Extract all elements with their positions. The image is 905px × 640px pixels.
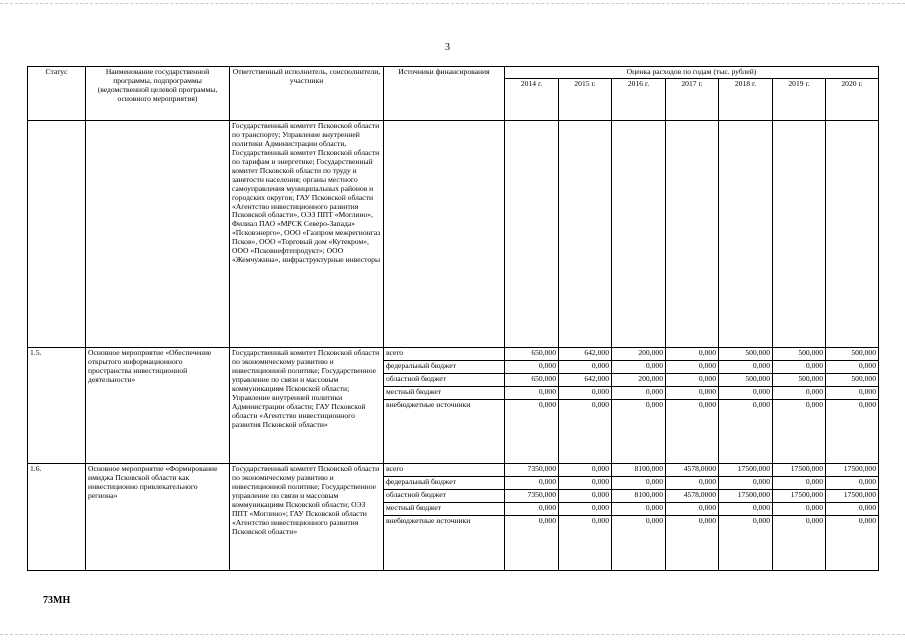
value-cell: 0,000 bbox=[559, 399, 612, 463]
value-cell: 0,000 bbox=[773, 502, 826, 515]
value-cell: 17500,000 bbox=[773, 463, 826, 476]
value-cell: 0,000 bbox=[505, 386, 559, 399]
continuation-value bbox=[612, 120, 666, 347]
value-cell: 0,000 bbox=[666, 502, 719, 515]
value-cell: 0,000 bbox=[559, 463, 612, 476]
value-cell: 8100,000 bbox=[612, 463, 666, 476]
value-cell: 200,000 bbox=[612, 373, 666, 386]
value-cell: 0,000 bbox=[666, 360, 719, 373]
continuation-status bbox=[28, 120, 86, 347]
header-year: 2018 г. bbox=[719, 78, 773, 120]
value-cell: 0,000 bbox=[826, 386, 879, 399]
header-estimate: Оценка расходов по годам (тыс. рублей) bbox=[505, 67, 879, 79]
page-number: 3 bbox=[445, 42, 450, 53]
value-cell: 0,000 bbox=[559, 386, 612, 399]
value-cell: 0,000 bbox=[666, 476, 719, 489]
expenses-table bbox=[27, 66, 879, 571]
continuation-name bbox=[86, 120, 230, 347]
value-cell: 0,000 bbox=[773, 515, 826, 570]
source-cell: областной бюджет bbox=[384, 489, 505, 502]
header-year: 2016 г. bbox=[612, 78, 666, 120]
value-cell: 0,000 bbox=[505, 515, 559, 570]
header-year: 2015 г. bbox=[559, 78, 612, 120]
value-cell: 17500,000 bbox=[826, 489, 879, 502]
header-executor: Ответственный исполнитель, соисполнители, участники bbox=[230, 67, 384, 121]
value-cell: 0,000 bbox=[612, 515, 666, 570]
value-cell: 0,000 bbox=[612, 386, 666, 399]
value-cell: 0,000 bbox=[559, 515, 612, 570]
value-cell: 0,000 bbox=[666, 347, 719, 360]
header-status: Статус bbox=[28, 67, 86, 121]
value-cell: 500,000 bbox=[773, 347, 826, 360]
value-cell: 500,000 bbox=[719, 373, 773, 386]
header-row bbox=[28, 67, 879, 79]
value-cell: 8100,000 bbox=[612, 489, 666, 502]
value-cell: 500,000 bbox=[826, 347, 879, 360]
value-cell: 650,000 bbox=[505, 373, 559, 386]
value-cell: 0,000 bbox=[559, 360, 612, 373]
document-code: 73МН bbox=[43, 595, 71, 606]
table-row bbox=[28, 347, 879, 360]
value-cell: 17500,000 bbox=[719, 489, 773, 502]
value-cell: 0,000 bbox=[719, 360, 773, 373]
value-cell: 0,000 bbox=[505, 502, 559, 515]
program-name-cell: Основное мероприятие «Формирование имиджа Псковской области как инвестиционно привлекательного региона» bbox=[86, 463, 230, 570]
source-cell: местный бюджет bbox=[384, 502, 505, 515]
continuation-value bbox=[666, 120, 719, 347]
value-cell: 500,000 bbox=[773, 373, 826, 386]
source-cell: всего bbox=[384, 463, 505, 476]
value-cell: 0,000 bbox=[719, 502, 773, 515]
value-cell: 17500,000 bbox=[719, 463, 773, 476]
continuation-value bbox=[826, 120, 879, 347]
scan-edge-bottom bbox=[0, 634, 905, 635]
value-cell: 0,000 bbox=[773, 360, 826, 373]
value-cell: 0,000 bbox=[666, 373, 719, 386]
source-cell: местный бюджет bbox=[384, 386, 505, 399]
continuation-value bbox=[773, 120, 826, 347]
value-cell: 0,000 bbox=[773, 476, 826, 489]
continuation-row bbox=[28, 120, 879, 347]
value-cell: 0,000 bbox=[719, 399, 773, 463]
continuation-value bbox=[505, 120, 559, 347]
value-cell: 0,000 bbox=[559, 502, 612, 515]
continuation-value bbox=[559, 120, 612, 347]
value-cell: 4578,0000 bbox=[666, 463, 719, 476]
value-cell: 17500,000 bbox=[773, 489, 826, 502]
value-cell: 0,000 bbox=[505, 476, 559, 489]
value-cell: 0,000 bbox=[826, 476, 879, 489]
value-cell: 642,000 bbox=[559, 347, 612, 360]
source-cell: федеральный бюджет bbox=[384, 360, 505, 373]
program-name-cell: Основное мероприятие «Обеспечение открытого информационного пространства инвестиционной деятельности» bbox=[86, 347, 230, 463]
value-cell: 7350,000 bbox=[505, 463, 559, 476]
continuation-value bbox=[719, 120, 773, 347]
value-cell: 4578,0000 bbox=[666, 489, 719, 502]
value-cell: 0,000 bbox=[612, 360, 666, 373]
status-cell: 1.5. bbox=[28, 347, 86, 463]
value-cell: 642,000 bbox=[559, 373, 612, 386]
scan-edge-top bbox=[0, 3, 905, 4]
value-cell: 0,000 bbox=[666, 386, 719, 399]
value-cell: 0,000 bbox=[719, 476, 773, 489]
header-year: 2020 г. bbox=[826, 78, 879, 120]
value-cell: 0,000 bbox=[666, 515, 719, 570]
value-cell: 500,000 bbox=[719, 347, 773, 360]
value-cell: 0,000 bbox=[719, 386, 773, 399]
source-cell: внебюджетные источники bbox=[384, 399, 505, 463]
value-cell: 0,000 bbox=[612, 399, 666, 463]
executor-cell: Государственный комитет Псковской области по экономическому развитию и инвестиционной политике; Государственное управление по связи и массовым коммуникациям Псковской области; ОЭЗ ППТ «Моглино»; ГАУ Псковской области «Агентство инвестиционного развития Псковской области» bbox=[230, 463, 384, 570]
value-cell: 0,000 bbox=[826, 502, 879, 515]
value-cell: 0,000 bbox=[666, 399, 719, 463]
value-cell: 500,000 bbox=[826, 373, 879, 386]
source-cell: федеральный бюджет bbox=[384, 476, 505, 489]
value-cell: 0,000 bbox=[826, 360, 879, 373]
value-cell: 0,000 bbox=[505, 360, 559, 373]
header-year: 2017 г. bbox=[666, 78, 719, 120]
value-cell: 0,000 bbox=[612, 502, 666, 515]
table-row bbox=[28, 463, 879, 476]
source-cell: областной бюджет bbox=[384, 373, 505, 386]
header-year: 2019 г. bbox=[773, 78, 826, 120]
value-cell: 17500,000 bbox=[826, 463, 879, 476]
status-cell: 1.6. bbox=[28, 463, 86, 570]
value-cell: 0,000 bbox=[505, 399, 559, 463]
value-cell: 200,000 bbox=[612, 347, 666, 360]
continuation-source bbox=[384, 120, 505, 347]
continuation-executor: Государственный комитет Псковской области по транспорту; Управление внутренней политики Администрации области, Государственный комитет Псковской области по тарифам и энергетике; Государственный комитет Псковской области по труду и занятости населения; органы местного самоуправления муниципальных районов и городских округов; ГАУ Псковской области «Агентство инвестиционного развития Псковской области», ОЭЗ ППТ «Моглино», Филиал ПАО «МРСК Северо-Запада» «Псковэнерго», ООО «Газпром межрегионгаз Псков», ООО «Торговый дом «Кутекром», ООО «Псковнефтепродукт»; ООО «Жемчужина», инфраструктурные инвесторы bbox=[230, 120, 384, 347]
value-cell: 650,000 bbox=[505, 347, 559, 360]
source-cell: внебюджетные источники bbox=[384, 515, 505, 570]
source-cell: всего bbox=[384, 347, 505, 360]
header-year: 2014 г. bbox=[505, 78, 559, 120]
header-sources: Источники финансирования bbox=[384, 67, 505, 121]
value-cell: 7350,000 bbox=[505, 489, 559, 502]
header-program: Наименование государственной программы, подпрограммы (ведомственной целевой программы, основного мероприятия) bbox=[86, 67, 230, 121]
value-cell: 0,000 bbox=[612, 476, 666, 489]
value-cell: 0,000 bbox=[559, 489, 612, 502]
value-cell: 0,000 bbox=[773, 399, 826, 463]
value-cell: 0,000 bbox=[719, 515, 773, 570]
value-cell: 0,000 bbox=[773, 386, 826, 399]
value-cell: 0,000 bbox=[826, 515, 879, 570]
value-cell: 0,000 bbox=[559, 476, 612, 489]
executor-cell: Государственный комитет Псковской области по экономическому развитию и инвестиционной политике; Государственное управление по связи и массовым коммуникациям Псковской области; Управление внутренней политики Администрации области; ГАУ Псковской области «Агентство инвестиционного развития Псковской области» bbox=[230, 347, 384, 463]
value-cell: 0,000 bbox=[826, 399, 879, 463]
